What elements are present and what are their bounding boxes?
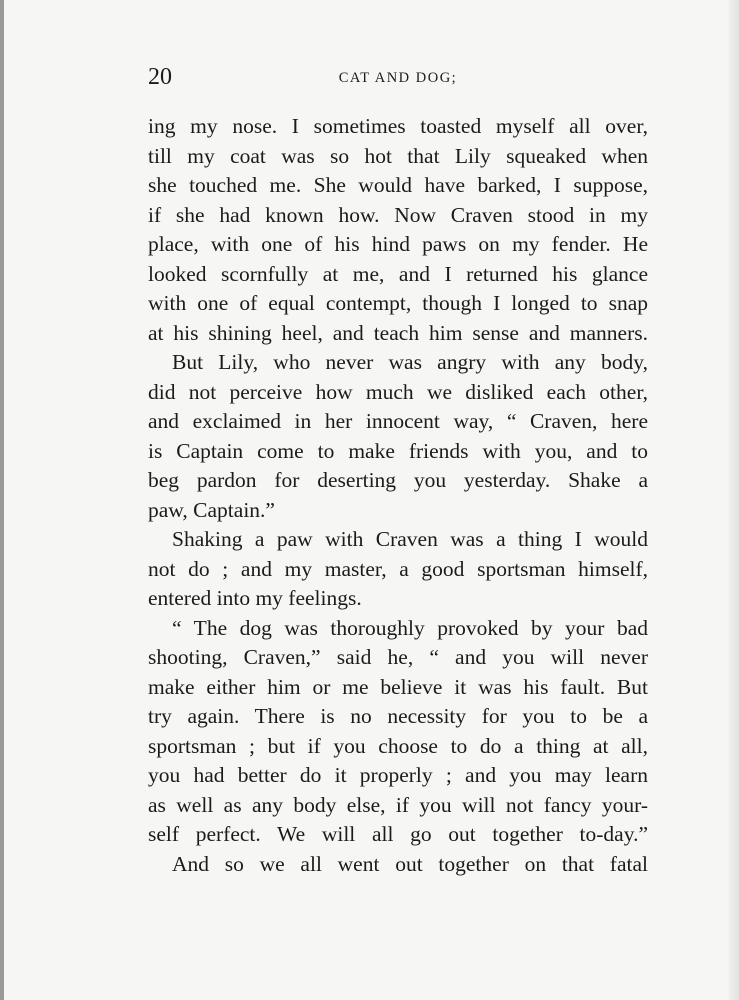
page-number: 20 bbox=[148, 64, 172, 90]
text-line: entered into my feelings. bbox=[148, 586, 362, 610]
text-line: is Captain come to make friends with you, and to bbox=[148, 438, 648, 463]
text-line: as well as any body else, if you will not fancy your- bbox=[148, 792, 648, 817]
text-line: not do ; and my master, a good sportsman himself, bbox=[148, 556, 648, 581]
text-line: “ The dog was thoroughly provoked by your bad bbox=[172, 615, 648, 640]
text-line: self perfect. We will all go out together to-day.” bbox=[148, 822, 648, 846]
page-edge-left bbox=[0, 0, 4, 1000]
text-line: you had better do it properly ; and you may learn bbox=[148, 763, 648, 787]
text-line: if she had known how. Now Craven stood in my bbox=[148, 202, 648, 227]
text-line: she touched me. She would have barked, I suppose, bbox=[148, 173, 648, 197]
text-line: Shaking a paw with Craven was a thing I would bbox=[172, 527, 648, 551]
body-text bbox=[148, 112, 648, 879]
text-line: try again. There is no necessity for you to be a bbox=[148, 704, 648, 728]
text-line: shooting, Craven,” said he, “ and you will never bbox=[148, 645, 648, 669]
page-edge-right bbox=[729, 0, 739, 1000]
text-line: till my coat was so hot that Lily squeaked when bbox=[148, 143, 648, 168]
text-line: ing my nose. I sometimes toasted myself all over, bbox=[148, 114, 648, 138]
text-line: beg pardon for deserting you yesterday. Shake a bbox=[148, 468, 648, 492]
text-line: paw, Captain.” bbox=[148, 497, 275, 522]
text-line: did not perceive how much we disliked each other, bbox=[148, 379, 648, 404]
text-line: looked scornfully at me, and I returned his glance bbox=[148, 261, 648, 286]
text-line: But Lily, who never was angry with any body, bbox=[172, 350, 648, 374]
text-line: with one of equal contempt, though I longed to snap bbox=[148, 291, 648, 315]
text-line: and exclaimed in her innocent way, “ Craven, here bbox=[148, 409, 648, 433]
text-line: And so we all went out together on that fatal bbox=[172, 851, 648, 876]
page-header bbox=[148, 64, 648, 94]
text-line: place, with one of his hind paws on my fender. He bbox=[148, 232, 648, 256]
text-line: sportsman ; but if you choose to do a thing at all, bbox=[148, 733, 648, 758]
running-head: CAT AND DOG; bbox=[338, 70, 458, 86]
text-line: make either him or me believe it was his fault. But bbox=[148, 674, 648, 699]
text-line: at his shining heel, and teach him sense and manners. bbox=[148, 320, 648, 345]
